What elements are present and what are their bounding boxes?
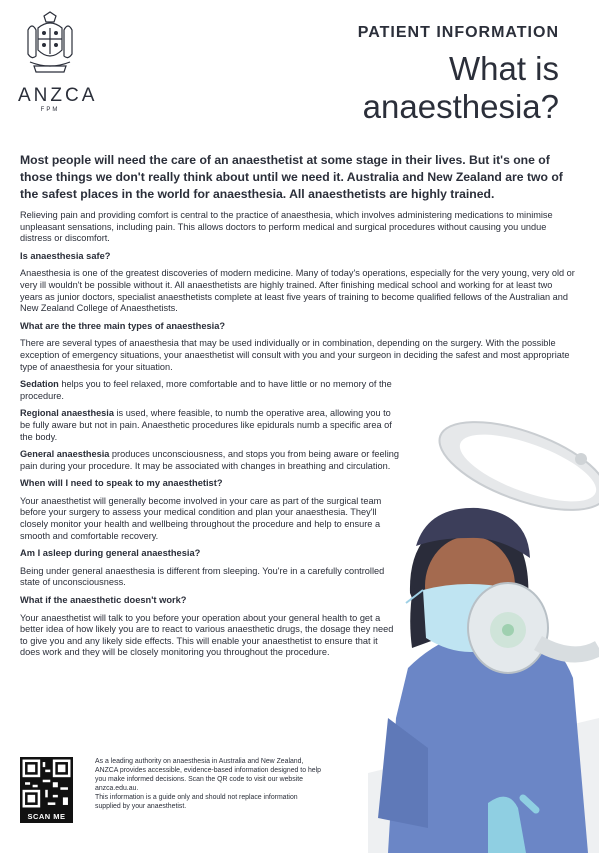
type-general-term: General anaesthesia xyxy=(20,449,110,460)
qr-code-block[interactable] xyxy=(20,757,73,823)
logo-wordmark: ANZCA xyxy=(18,85,98,106)
type-regional-term: Regional anaesthesia xyxy=(20,408,114,419)
section-body-when: Your anaesthetist will generally become involved in your care as part of the surgical team before your surgery to assess your medical condition and plan your anaesthesia. They'll closely monitor your health and wellbeing throughout the procedure and help to ensure a smooth and comfortable recovery. xyxy=(20,495,382,541)
qr-code-icon[interactable] xyxy=(20,757,73,810)
type-regional-text: is used, where feasible, to numb the operative area, allowing you to be fully aware but not in pain. Anaesthetic procedures like epidurals numb a specific area of the body. xyxy=(20,408,392,442)
section-heading-when: When will I need to speak to my anaesthetist? xyxy=(20,478,223,489)
title-line-2: anaesthesia? xyxy=(362,88,559,125)
type-general xyxy=(20,449,400,472)
lead-paragraph: Most people will need the care of an anaesthetist at some stage in their lives. But it's one of those things we don't really think about until we need it. Australia and New Zealand are two of the safest places in the world for anaesthesia. All anaesthetists are highly trained. xyxy=(20,153,563,201)
oxygen-mask-icon xyxy=(468,583,599,673)
section-body-asleep: Being under general anaesthesia is different from sleeping. You're in a carefully controlled state of unconsciousness. xyxy=(20,565,385,588)
section-heading-asleep: Am I asleep during general anaesthesia? xyxy=(20,548,201,559)
section-heading-safe: Is anaesthesia safe? xyxy=(20,250,111,261)
page-title xyxy=(259,50,559,126)
footer-paragraph-2: This information is a guide only and should not replace information supplied by your anaesthetist. xyxy=(95,794,298,810)
type-general-text: produces unconsciousness, and stops you from being aware or feeling pain during your procedure. It may be associated with changes in breathing and circulation. xyxy=(20,449,399,471)
title-line-1: What is xyxy=(448,50,559,87)
section-body-types: There are several types of anaesthesia that may be used individually or in combination, depending on the surgery. With the possible exception of emergency situations, your anaesthetist will consult with you and your surgeon in deciding the safest and most appropriate type of anaesthesia for your situation. xyxy=(20,338,570,372)
footer-paragraph-1: As a leading authority on anaesthesia in Australia and New Zealand, ANZCA provides accessible, evidence-based information designed to help you make informed decisions. Scan the QR code to visit our website anzca.edu.au. xyxy=(95,758,321,792)
scan-me-label: SCAN ME xyxy=(20,810,73,823)
section-body-work: Your anaesthetist will talk to you before your operation about your general health to get a better idea of how likely you are to react to various anaesthetic drugs, the dosage they need to give you and any likely side effects. This will enable your anaesthetist to ensure that it does work and they will be closely monitoring you throughout the procedure. xyxy=(20,612,394,658)
coat-of-arms-icon xyxy=(24,10,76,80)
section-heading-work: What if the anaesthetic doesn't work? xyxy=(20,595,187,606)
anaesthetist-illustration xyxy=(368,418,599,853)
section-heading-types: What are the three main types of anaesthesia? xyxy=(20,320,226,331)
type-regional xyxy=(20,408,400,443)
footer-note xyxy=(95,757,325,811)
logo-subtitle: FPM xyxy=(40,107,60,113)
intro-paragraph: Relieving pain and providing comfort is central to the practice of anaesthesia, which involves administering medications to minimise unpleasant sensations, including pain. This allows doctors to perform medical and surgical procedures without causing you undue distress or discomfort. xyxy=(20,210,553,244)
section-body-safe: Anaesthesia is one of the greatest discoveries of modern medicine. Many of today's operations, especially for the very young, very old or very ill wouldn't be possible without it. All anaesthetists are highly trained. After finishing medical school and working for at least two years as junior doctors, specialist anaesthetists complete at least five years of training to become qualified fellows of the Australian and New Zealand College of Anaesthetists. xyxy=(20,268,575,314)
type-sedation xyxy=(20,379,400,402)
page-kicker: PATIENT INFORMATION xyxy=(357,24,559,41)
type-sedation-text: helps you to feel relaxed, more comfortable and to have little or no memory of the procedure. xyxy=(20,379,392,401)
anzca-logo xyxy=(18,10,98,113)
type-sedation-term: Sedation xyxy=(20,379,59,390)
